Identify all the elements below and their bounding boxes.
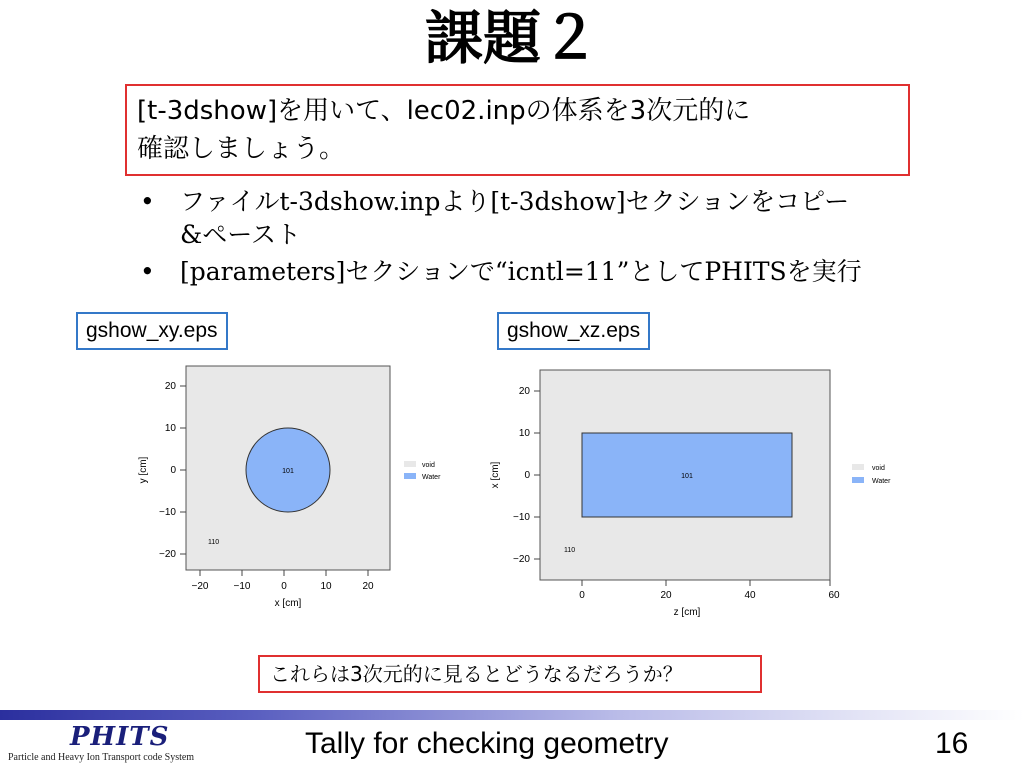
x-tick-label: 0 [579, 590, 585, 601]
legend-label-void: void [422, 462, 435, 469]
logo-main-text: PHITS [70, 722, 170, 752]
slide-title: 課題２ [424, 4, 599, 72]
legend-swatch-void [852, 464, 864, 470]
footer-title: Tally for checking geometry [305, 727, 669, 760]
x-axis-label: z [cm] [673, 607, 701, 618]
region-label-inner: 101 [681, 473, 693, 480]
x-tick-label: 60 [828, 590, 840, 601]
x-tick-label: 20 [660, 590, 672, 601]
bullet-marker: • [140, 257, 155, 286]
list-item-line: &ペースト [180, 220, 302, 249]
y-tick-label: −20 [513, 554, 530, 565]
region-label-inner: 101 [282, 468, 294, 475]
x-tick-label: 0 [281, 581, 287, 592]
y-tick-label: −10 [159, 507, 176, 518]
footer-gradient-bar [0, 710, 1024, 720]
x-tick-label: −10 [233, 581, 251, 592]
bullet-marker: • [140, 187, 155, 216]
x-tick-label: −20 [191, 581, 209, 592]
task-line-2: 確認しましょう。 [137, 134, 346, 164]
legend-label-void: void [872, 465, 885, 472]
y-tick-label: 0 [524, 470, 530, 481]
task-box [125, 84, 910, 176]
y-tick-label: 10 [518, 428, 530, 439]
legend-label-water: Water [872, 478, 891, 485]
file-label-xy: gshow_xy.eps [76, 312, 228, 350]
x-tick-label: 40 [744, 590, 756, 601]
y-tick-label: 20 [164, 381, 176, 392]
region-label-outer: 110 [564, 547, 576, 554]
question-box: これらは3次元的に見るとどうなるだろうか？ [258, 655, 762, 693]
list-item [140, 255, 970, 288]
geometry-plot-xz [480, 360, 910, 625]
geometry-plot-xy [120, 360, 460, 615]
legend-swatch-water [404, 473, 416, 479]
region-label-outer: 110 [208, 539, 220, 546]
y-axis-label: y [cm] [138, 456, 149, 484]
x-axis-label: x [cm] [274, 598, 302, 609]
y-axis-label: x [cm] [490, 461, 501, 489]
x-tick-label: 10 [320, 581, 332, 592]
page-number: 16 [935, 727, 969, 760]
file-label-xz: gshow_xz.eps [497, 312, 650, 350]
task-line-1: [t-3dshow]を用いて、lec02.inpの体系を3次元的に [137, 96, 751, 126]
y-tick-label: −10 [513, 512, 530, 523]
legend-swatch-water [852, 477, 864, 483]
legend-label-water: Water [422, 474, 441, 481]
list-item [140, 185, 970, 251]
phits-logo [8, 722, 248, 766]
legend-swatch-void [404, 461, 416, 467]
list-item-line: [parameters]セクションで“icntl=11”としてPHITSを実行 [180, 257, 862, 286]
x-tick-label: 20 [362, 581, 374, 592]
y-tick-label: −20 [159, 549, 176, 560]
y-tick-label: 10 [164, 423, 176, 434]
list-item-line: ファイルt-3dshow.inpより[t-3dshow]セクションをコピー [180, 187, 850, 216]
instruction-list [140, 185, 970, 288]
y-tick-label: 20 [518, 386, 530, 397]
logo-sub-text: Particle and Heavy Ion Transport code System [8, 752, 195, 763]
y-tick-label: 0 [170, 465, 176, 476]
